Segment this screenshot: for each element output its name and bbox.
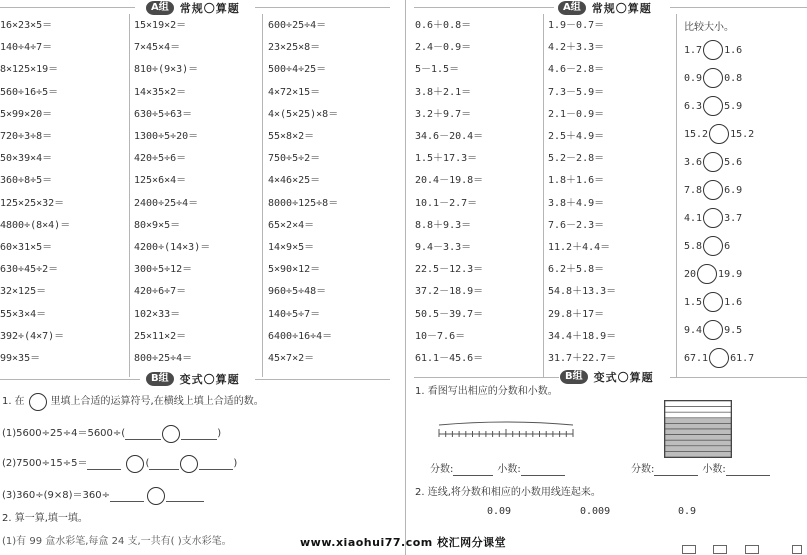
compare-right-value: 61.7 — [730, 352, 755, 364]
grid-strip — [665, 401, 731, 407]
problem-item: 50.5－39.7＝ — [415, 308, 484, 320]
compare-circle[interactable] — [703, 180, 723, 200]
problem-item: 10－7.6＝ — [415, 330, 466, 342]
problem-item: 500÷4÷25＝ — [268, 64, 327, 76]
right-section-a-title — [558, 0, 652, 16]
answer-blank[interactable] — [181, 428, 217, 440]
compare-row — [684, 236, 730, 256]
grid-strip — [665, 451, 731, 457]
problem-item: 1.8＋1.6＝ — [548, 175, 605, 187]
problem-item: 45×7×2＝ — [268, 353, 315, 364]
compare-right-value: 19.9 — [718, 268, 743, 280]
fraction-decimal-row-2 — [631, 464, 770, 476]
left-col-divider-2 — [262, 14, 263, 377]
problem-item: 1.5＋17.3＝ — [415, 153, 478, 165]
compare-left-value: 20 — [684, 268, 697, 280]
problem-item: 1.9－0.7＝ — [548, 20, 605, 31]
problem-item: 55×8×2＝ — [268, 131, 315, 142]
compare-left-value: 5.8 — [684, 240, 703, 252]
compare-left-value: 0.9 — [684, 72, 703, 84]
problem-item: 8000÷125÷8＝ — [268, 197, 339, 209]
problem-item: 5.2－2.8＝ — [548, 153, 605, 165]
grid-strip — [665, 429, 731, 435]
compare-left-value: 4.1 — [684, 212, 703, 224]
compare-circle[interactable] — [703, 320, 723, 340]
problem-item: 54.8＋13.3＝ — [548, 286, 617, 298]
problem-item: 140÷4÷7＝ — [0, 42, 53, 54]
compare-row — [684, 348, 754, 368]
answer-blank[interactable] — [654, 464, 698, 476]
problem-item: 11.2＋4.4＝ — [548, 242, 611, 253]
compare-row — [684, 292, 742, 312]
problem-item: 31.7＋22.7＝ — [548, 353, 617, 364]
problem-item: 420÷5÷6＝ — [134, 153, 187, 165]
answer-blank[interactable] — [726, 464, 770, 476]
problem-item: 7.6－2.3＝ — [548, 219, 605, 231]
problem-item: 360÷8÷5＝ — [0, 175, 53, 187]
question-part: (2)7500÷15÷5＝ — [2, 458, 88, 469]
question-part: ) — [233, 458, 238, 469]
problem-item: 125×25×32＝ — [0, 197, 65, 209]
page-view-icon[interactable] — [745, 545, 759, 554]
compare-right-value: 1.6 — [724, 296, 743, 308]
problem-item: 61.1－45.6＝ — [415, 353, 484, 364]
problem-item: 8×125×19＝ — [0, 64, 59, 76]
problem-item: 750÷5÷2＝ — [268, 153, 321, 165]
compare-right-value: 5.9 — [724, 100, 743, 112]
grid-strip — [665, 440, 731, 446]
problem-item: 6400÷16÷4＝ — [268, 330, 333, 342]
problem-item: 55×3×4＝ — [0, 308, 47, 320]
compare-row — [684, 208, 742, 228]
problem-item: 50×39×4＝ — [0, 153, 53, 165]
problem-item: 5×99×20＝ — [0, 108, 53, 120]
problem-item: 5－1.5＝ — [415, 64, 460, 76]
problem-item: 99×35＝ — [0, 353, 41, 364]
compare-row — [684, 40, 742, 60]
grid-strip — [665, 446, 731, 452]
problem-item: 3.8＋2.1＝ — [415, 86, 472, 98]
compare-left-value: 1.5 — [684, 296, 703, 308]
grid-strip — [665, 407, 731, 413]
grid-bar-figure — [664, 400, 732, 458]
problem-item: 300÷5÷12＝ — [134, 264, 193, 276]
problem-item: 32×125＝ — [0, 286, 47, 298]
left-question-1-2 — [2, 455, 237, 473]
compare-circle[interactable] — [703, 68, 723, 88]
compare-circle[interactable] — [703, 152, 723, 172]
left-top-rule-1 — [0, 7, 135, 8]
problem-item: 2.5＋4.9＝ — [548, 131, 605, 142]
right-mid-rule-2 — [670, 377, 807, 378]
compare-row — [684, 264, 742, 284]
right-top-rule-1 — [414, 7, 554, 8]
problem-item: 3.2＋9.7＝ — [415, 108, 472, 120]
answer-circle[interactable] — [162, 425, 180, 443]
left-question-1 — [2, 393, 264, 411]
grid-strip — [665, 435, 731, 441]
question-part: (1)5600÷25÷4＝5600÷( — [2, 428, 126, 439]
compare-left-value: 7.8 — [684, 184, 703, 196]
section-heading: 变式〇算题 — [593, 371, 654, 384]
grid-strip — [665, 418, 731, 424]
answer-circle[interactable] — [126, 455, 144, 473]
problem-item: 37.2－18.9＝ — [415, 286, 484, 298]
answer-circle[interactable] — [29, 393, 47, 411]
compare-row — [684, 320, 742, 340]
problem-item: 29.8＋17＝ — [548, 308, 605, 320]
answer-blank[interactable] — [125, 428, 161, 440]
left-question-1-3 — [2, 487, 204, 505]
right-section-b-title — [560, 369, 654, 385]
page-divider — [405, 0, 406, 555]
problem-item: 102×33＝ — [134, 308, 181, 320]
problem-item: 630÷5÷63＝ — [134, 108, 193, 120]
compare-circle[interactable] — [703, 40, 723, 60]
answer-blank[interactable] — [166, 490, 204, 502]
problem-item: 140÷5÷7＝ — [268, 308, 321, 320]
problem-item: 14×35×2＝ — [134, 86, 187, 98]
compare-right-value: 15.2 — [730, 128, 755, 140]
problem-item: 392÷(4×7)＝ — [0, 330, 65, 342]
problem-item: 4.6－2.8＝ — [548, 64, 605, 76]
problem-item: 4800÷(8×4)＝ — [0, 219, 71, 231]
problem-item: 4×(5×25)×8＝ — [268, 108, 339, 120]
answer-blank[interactable] — [110, 490, 144, 502]
left-top-rule-2 — [255, 7, 390, 8]
grid-strip — [665, 412, 731, 418]
answer-blank[interactable] — [199, 458, 233, 470]
problem-item: 15×19×2＝ — [134, 20, 187, 31]
fit-width-icon[interactable] — [682, 545, 696, 554]
problem-item: 0.6＋0.8＝ — [415, 20, 472, 31]
problem-item: 2400÷25÷4＝ — [134, 197, 199, 209]
compare-right-value: 0.8 — [724, 72, 743, 84]
compare-left-value: 1.7 — [684, 44, 703, 56]
problem-item: 34.4＋18.9＝ — [548, 330, 617, 342]
compare-right-value: 9.5 — [724, 324, 743, 336]
problem-item: 630÷45÷2＝ — [0, 264, 59, 276]
section-badge: A组 — [146, 1, 174, 15]
right-mid-rule-1 — [414, 377, 559, 378]
problem-item: 800÷25÷4＝ — [134, 353, 193, 364]
section-badge: A组 — [558, 1, 586, 15]
problem-item: 23×25×8＝ — [268, 42, 321, 54]
footer-watermark: www.xiaohui77.com 校汇网分课堂 — [300, 536, 507, 549]
decimal-label: 小数: — [702, 464, 726, 475]
compare-row — [684, 68, 742, 88]
compare-left-value: 67.1 — [684, 352, 709, 364]
decimal-label: 小数: — [497, 464, 521, 475]
question-part: (3)360÷(9×8)＝360÷ — [2, 490, 111, 501]
problem-item: 600÷25÷4＝ — [268, 20, 327, 31]
compare-right-value: 5.6 — [724, 156, 743, 168]
section-badge: B组 — [560, 370, 588, 384]
right-question-1: 1. 看图写出相应的分数和小数。 — [415, 386, 558, 397]
section-badge: B组 — [146, 372, 174, 386]
compare-row — [684, 96, 742, 116]
right-top-rule-2 — [670, 7, 807, 8]
left-mid-rule-2 — [255, 379, 390, 380]
problem-item: 9.4－3.3＝ — [415, 242, 472, 253]
section-heading: 变式〇算题 — [179, 373, 240, 386]
section-heading: 常规〇算题 — [591, 2, 652, 15]
right-col-divider-1 — [543, 14, 544, 377]
menu-icon[interactable] — [792, 545, 802, 554]
compare-left-value: 3.6 — [684, 156, 703, 168]
left-question-2: 2. 算一算,填一填。 — [2, 513, 88, 524]
left-question-2-1: (1)有 99 盒水彩笔,每盒 24 支,一共有( )支水彩笔。 — [2, 536, 232, 547]
problem-item: 5×90×12＝ — [268, 264, 321, 276]
problem-item: 7.3－5.9＝ — [548, 86, 605, 98]
number-line-figure — [436, 420, 576, 444]
compare-left-value: 15.2 — [684, 128, 709, 140]
problem-item: 10.1－2.7＝ — [415, 197, 478, 209]
answer-circle[interactable] — [180, 455, 198, 473]
question-post: 里填上合适的运算符号,在横线上填上合适的数。 — [50, 396, 264, 407]
compare-right-value: 6.9 — [724, 184, 743, 196]
problem-item: 4×46×25＝ — [268, 175, 321, 187]
left-section-b-title — [146, 371, 240, 387]
left-mid-rule-1 — [0, 379, 140, 380]
fraction-decimal-row-1 — [430, 464, 565, 476]
problem-item: 810÷(9×3)＝ — [134, 64, 199, 76]
compare-row — [684, 124, 754, 144]
compare-circle[interactable] — [703, 96, 723, 116]
answer-blank[interactable] — [149, 458, 179, 470]
problem-item: 14×9×5＝ — [268, 242, 315, 253]
section-heading: 常规〇算题 — [179, 2, 240, 15]
problem-item: 125×6×4＝ — [134, 175, 187, 187]
compare-title: 比较大小。 — [684, 22, 734, 33]
answer-blank[interactable] — [87, 458, 121, 470]
answer-blank[interactable] — [521, 464, 565, 476]
question-part: ) — [217, 428, 222, 439]
right-question-2: 2. 连线,将分数和相应的小数用线连起来。 — [415, 487, 601, 498]
compare-circle[interactable] — [709, 124, 729, 144]
problem-item: 20.4－19.8＝ — [415, 175, 484, 187]
problem-item: 80×9×5＝ — [134, 219, 181, 231]
compare-right-value: 3.7 — [724, 212, 743, 224]
compare-right-value: 1.6 — [724, 44, 743, 56]
left-col-divider-1 — [129, 14, 130, 377]
question-part: ( — [145, 458, 150, 469]
compare-left-value: 6.3 — [684, 100, 703, 112]
problem-item: 2.4－0.9＝ — [415, 42, 472, 54]
problem-item: 34.6－20.4＝ — [415, 131, 484, 142]
problem-item: 22.5－12.3＝ — [415, 264, 484, 276]
question-number: 1. — [2, 396, 12, 407]
grid-strip — [665, 423, 731, 429]
decimal-option[interactable]: 0.09 — [487, 506, 512, 517]
left-question-1-1 — [2, 425, 221, 443]
compare-circle[interactable] — [703, 208, 723, 228]
decimal-option[interactable]: 0.009 — [580, 506, 611, 517]
fit-page-icon[interactable] — [713, 545, 727, 554]
compare-left-value: 9.4 — [684, 324, 703, 336]
problem-item: 1300÷5÷20＝ — [134, 131, 199, 142]
decimal-option[interactable]: 0.9 — [678, 506, 697, 517]
problem-item: 8.8＋9.3＝ — [415, 219, 472, 231]
problem-item: 720÷3÷8＝ — [0, 131, 53, 142]
problem-item: 4×72×15＝ — [268, 86, 321, 98]
problem-item: 420÷6÷7＝ — [134, 286, 187, 298]
problem-item: 16×23×5＝ — [0, 20, 53, 31]
problem-item: 2.1－0.9＝ — [548, 108, 605, 120]
compare-circle[interactable] — [697, 264, 717, 284]
problem-item: 65×2×4＝ — [268, 219, 315, 231]
problem-item: 6.2＋5.8＝ — [548, 264, 605, 276]
compare-circle[interactable] — [709, 348, 729, 368]
left-section-a-title — [146, 0, 240, 16]
problem-item: 560÷16÷5＝ — [0, 86, 59, 98]
problem-item: 3.8＋4.9＝ — [548, 197, 605, 209]
fraction-label: 分数: — [430, 464, 454, 475]
compare-circle[interactable] — [703, 236, 723, 256]
right-col-divider-2 — [676, 14, 677, 377]
problem-item: 7×45×4＝ — [134, 42, 181, 54]
compare-row — [684, 180, 742, 200]
problem-item: 960÷5÷48＝ — [268, 286, 327, 298]
compare-right-value: 6 — [724, 240, 731, 252]
problem-item: 60×31×5＝ — [0, 242, 53, 253]
problem-item: 4.2＋3.3＝ — [548, 42, 605, 54]
answer-blank[interactable] — [453, 464, 493, 476]
fraction-label: 分数: — [631, 464, 655, 475]
question-pre: 在 — [14, 396, 25, 407]
compare-row — [684, 152, 742, 172]
problem-item: 4200÷(14×3)＝ — [134, 242, 211, 253]
problem-item: 25×11×2＝ — [134, 330, 187, 342]
answer-circle[interactable] — [147, 487, 165, 505]
compare-circle[interactable] — [703, 292, 723, 312]
